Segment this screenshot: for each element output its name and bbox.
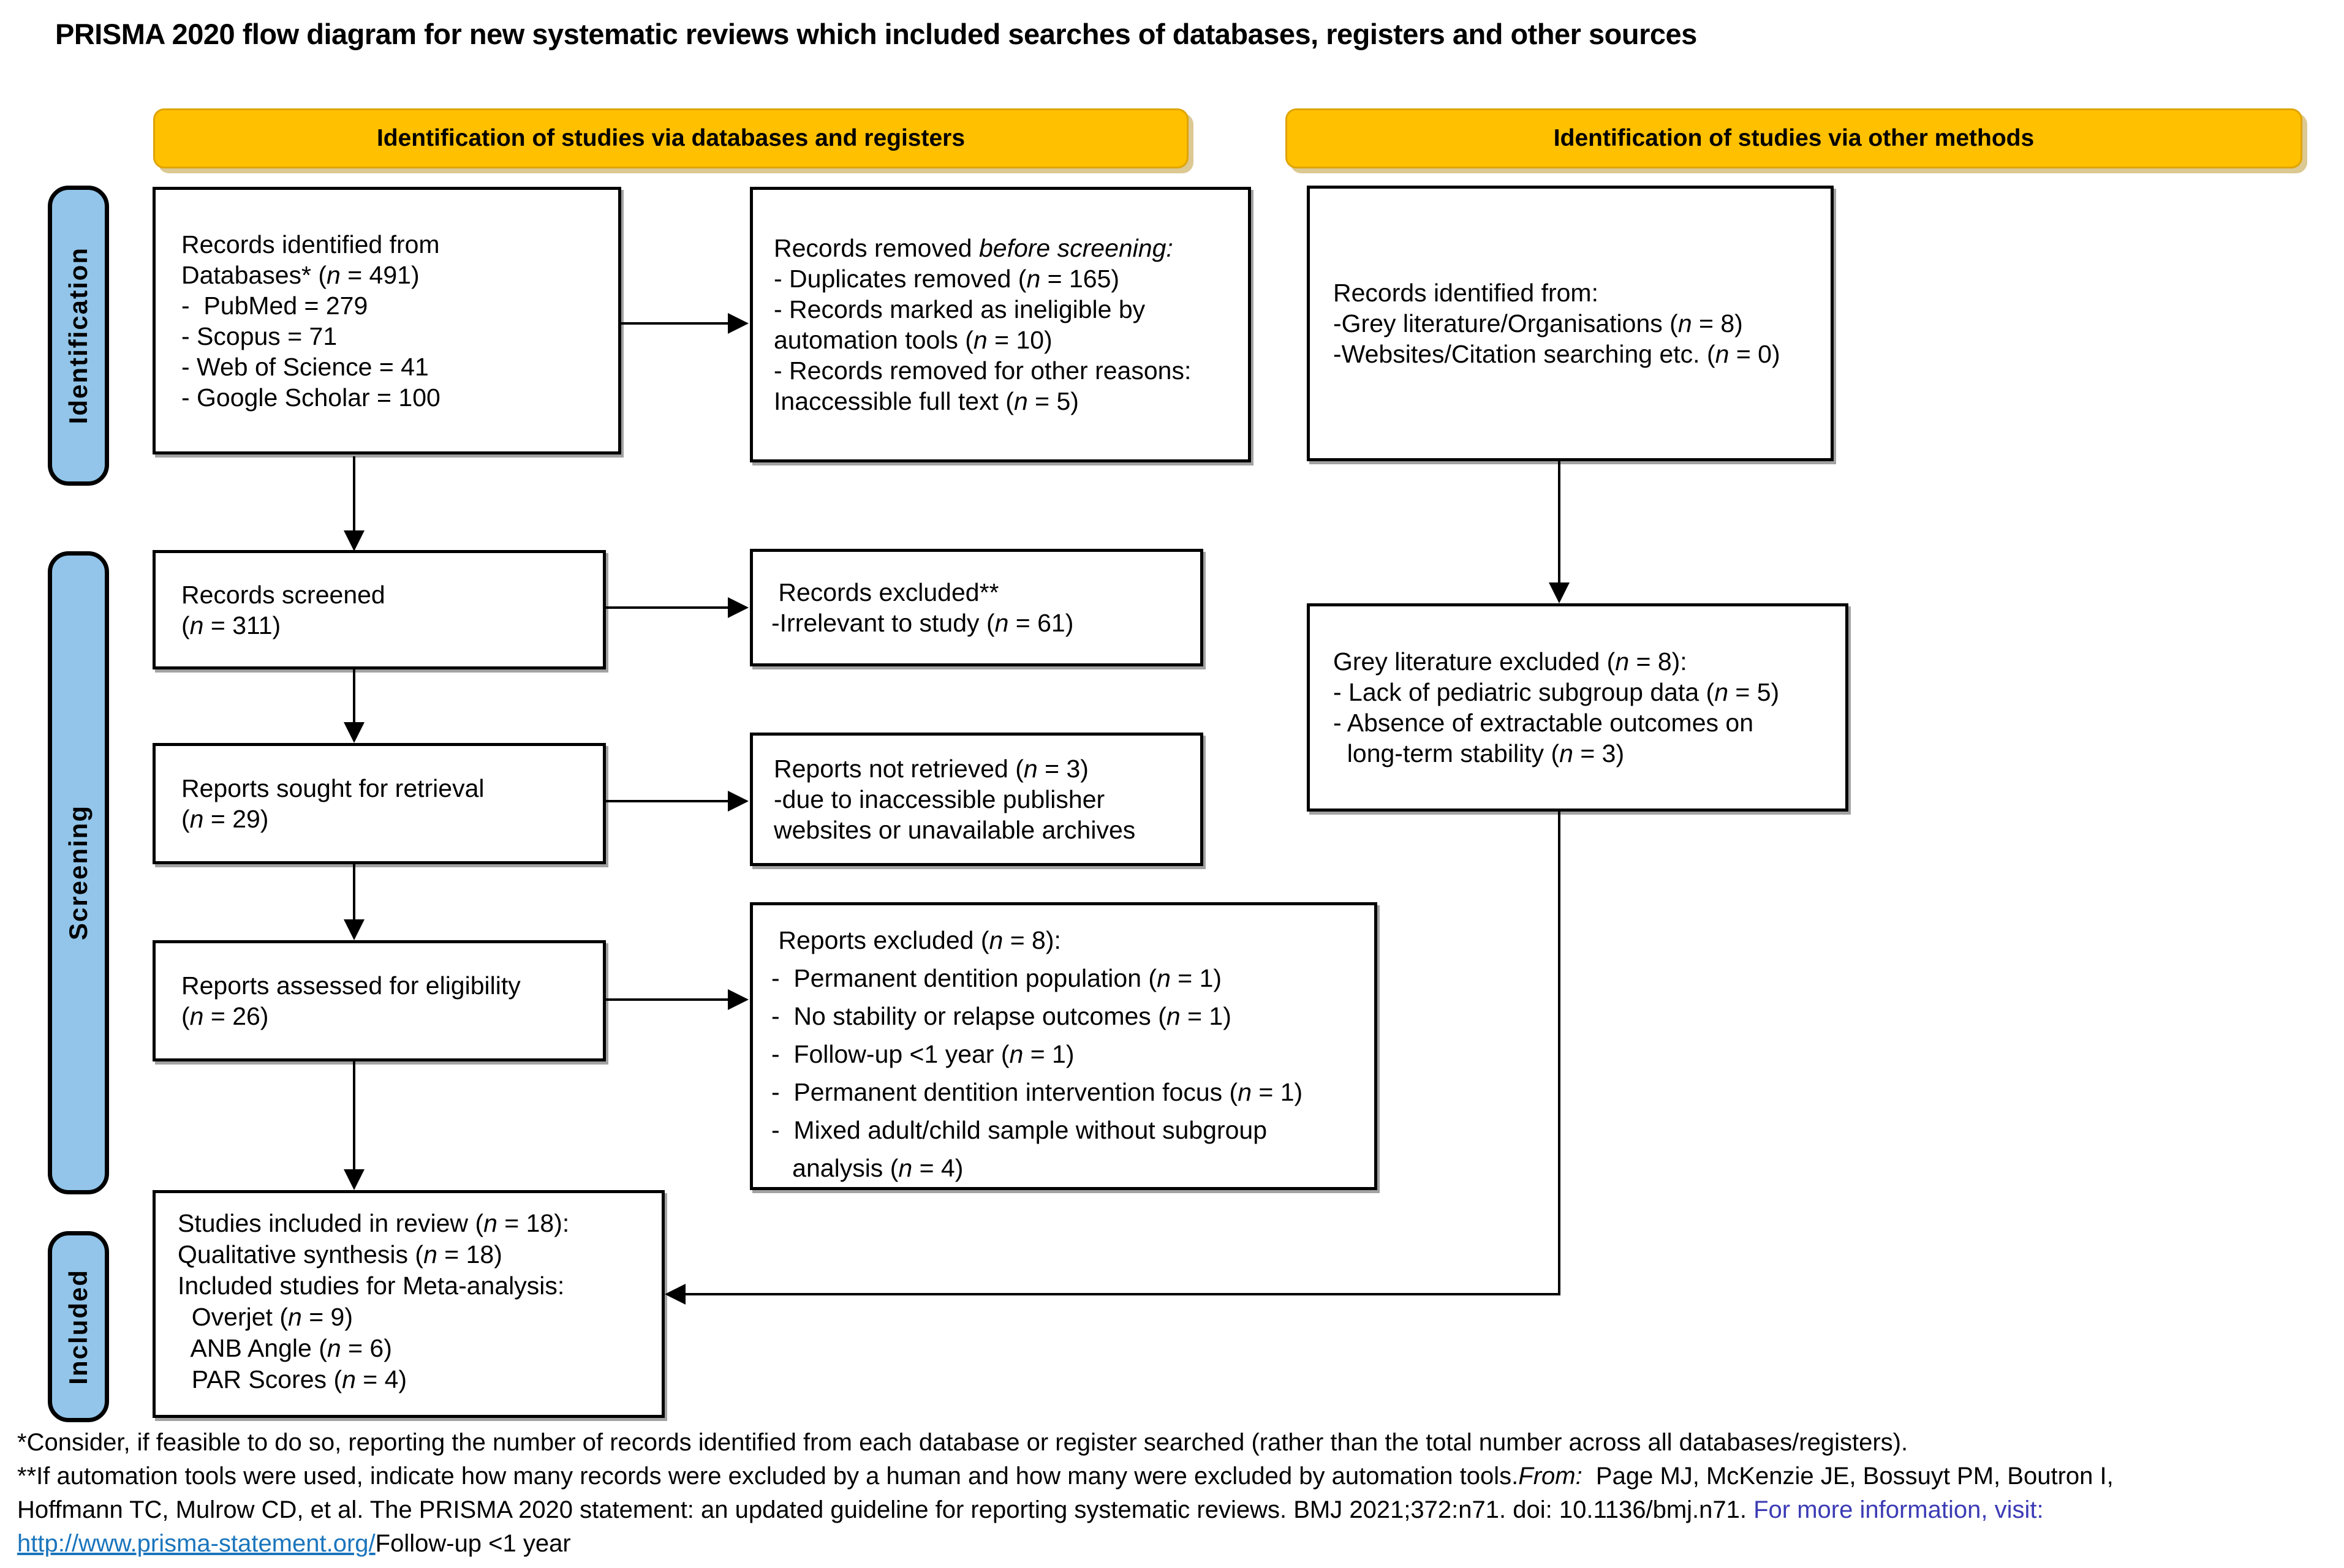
arrow-identified-to-removed-line <box>621 322 729 325</box>
arrow-sought-to-assessed-line <box>353 864 355 921</box>
box-reports-excluded: Reports excluded (n = 8): - Permanent dentition population (n = 1) - No stability or relapse outcomes (n = 1) - Follow-up <1 year (n = 1) - Permanent dentition intervention focus (n = 1) - Mixed adult/child sample without subgroup analysis (n = 4) <box>750 902 1377 1190</box>
arrow-assessed-to-included-head <box>344 1169 365 1190</box>
footnotes: *Consider, if feasible to do so, reporting the number of records identified from each database or register searched (rather than the total number across all databases/registers). **If automation tools were used, indicate how many records were excluded by a human and how many were excluded by automation tools.From: Page MJ, McKenzie JE, Bossuyt PM, Boutron I, Hoffmann TC, Mulrow CD, et al. The PRISMA 2020 statement: an updated guideline for reporting systematic reviews. BMJ 2021;372:n71. doi: 10.1136/bmj.n71. For more information, visit: http://www.prisma-statement.org/Follow-up <1 year <box>17 1429 2114 1557</box>
stage-included <box>48 1231 109 1422</box>
arrow-identified-to-removed-head <box>728 313 749 334</box>
connector-grey-to-included-vertical <box>1558 812 1560 1294</box>
page-title: PRISMA 2020 flow diagram for new systematic reviews which included searches of databases, registers and other sources <box>55 18 1697 50</box>
banner-other-methods: Identification of studies via other methods <box>1285 108 2302 168</box>
box-records-identified-databases: Records identified from Databases* (n = 491) - PubMed = 279 - Scopus = 71 - Web of Science = 41 - Google Scholar = 100 <box>153 187 621 454</box>
connector-grey-to-included-head <box>665 1284 686 1305</box>
arrow-sought-to-assessed-head <box>344 919 365 940</box>
arrow-other-identified-to-grey-excluded-head <box>1549 582 1570 603</box>
box-grey-literature-excluded: Grey literature excluded (n = 8): - Lack of pediatric subgroup data (n = 5) - Absence of extractable outcomes on long-term stability (n = 3) <box>1307 603 1848 812</box>
arrow-other-identified-to-grey-excluded-line <box>1558 461 1560 584</box>
box-reports-sought-retrieval: Reports sought for retrieval (n = 29) <box>153 743 606 864</box>
arrow-assessed-to-excluded-line <box>606 998 729 1001</box>
arrow-assessed-to-excluded-head <box>728 989 749 1010</box>
arrow-sought-to-not-retrieved-head <box>728 791 749 812</box>
stage-screening <box>48 551 109 1194</box>
prisma-statement-link[interactable]: http://www.prisma-statement.org/ <box>17 1530 376 1557</box>
banner-databases-registers: Identification of studies via databases and registers <box>153 108 1189 168</box>
stage-screening-label: Screening <box>64 805 93 941</box>
stage-included-label: Included <box>64 1268 93 1385</box>
box-studies-included: Studies included in review (n = 18): Qualitative synthesis (n = 18) Included studies for Meta-analysis: Overjet (n = 9) ANB Angle (n = 6) PAR Scores (n = 4) <box>153 1190 665 1418</box>
arrow-screened-to-excluded-head <box>728 597 749 618</box>
arrow-screened-to-sought-line <box>353 669 355 723</box>
connector-grey-to-included-horizontal <box>686 1293 1560 1295</box>
arrow-identified-to-screened-head <box>344 530 365 551</box>
stage-identification-label: Identification <box>64 247 93 424</box>
box-records-removed-before-screening: Records removed before screening: - Duplicates removed (n = 165) - Records marked as ineligible by automation tools (n = 10) - Records removed for other reasons: Inaccessible full text (n = 5) <box>750 187 1251 462</box>
box-reports-assessed-eligibility: Reports assessed for eligibility (n = 26) <box>153 940 606 1061</box>
box-records-identified-other-methods: Records identified from: -Grey literature/Organisations (n = 8) -Websites/Citation searching etc. (n = 0) <box>1307 186 1834 461</box>
arrow-assessed-to-included-line <box>353 1061 355 1170</box>
arrow-screened-to-excluded-line <box>606 606 729 609</box>
arrow-identified-to-screened-line <box>353 456 355 534</box>
stage-identification <box>48 186 109 486</box>
arrow-sought-to-not-retrieved-line <box>606 800 729 802</box>
arrow-screened-to-sought-head <box>344 722 365 743</box>
box-records-screened: Records screened (n = 311) <box>153 550 606 669</box>
box-records-excluded: Records excluded** -Irrelevant to study (n = 61) <box>750 549 1203 666</box>
box-reports-not-retrieved: Reports not retrieved (n = 3) -due to inaccessible publisher websites or unavailable archives <box>750 733 1203 866</box>
